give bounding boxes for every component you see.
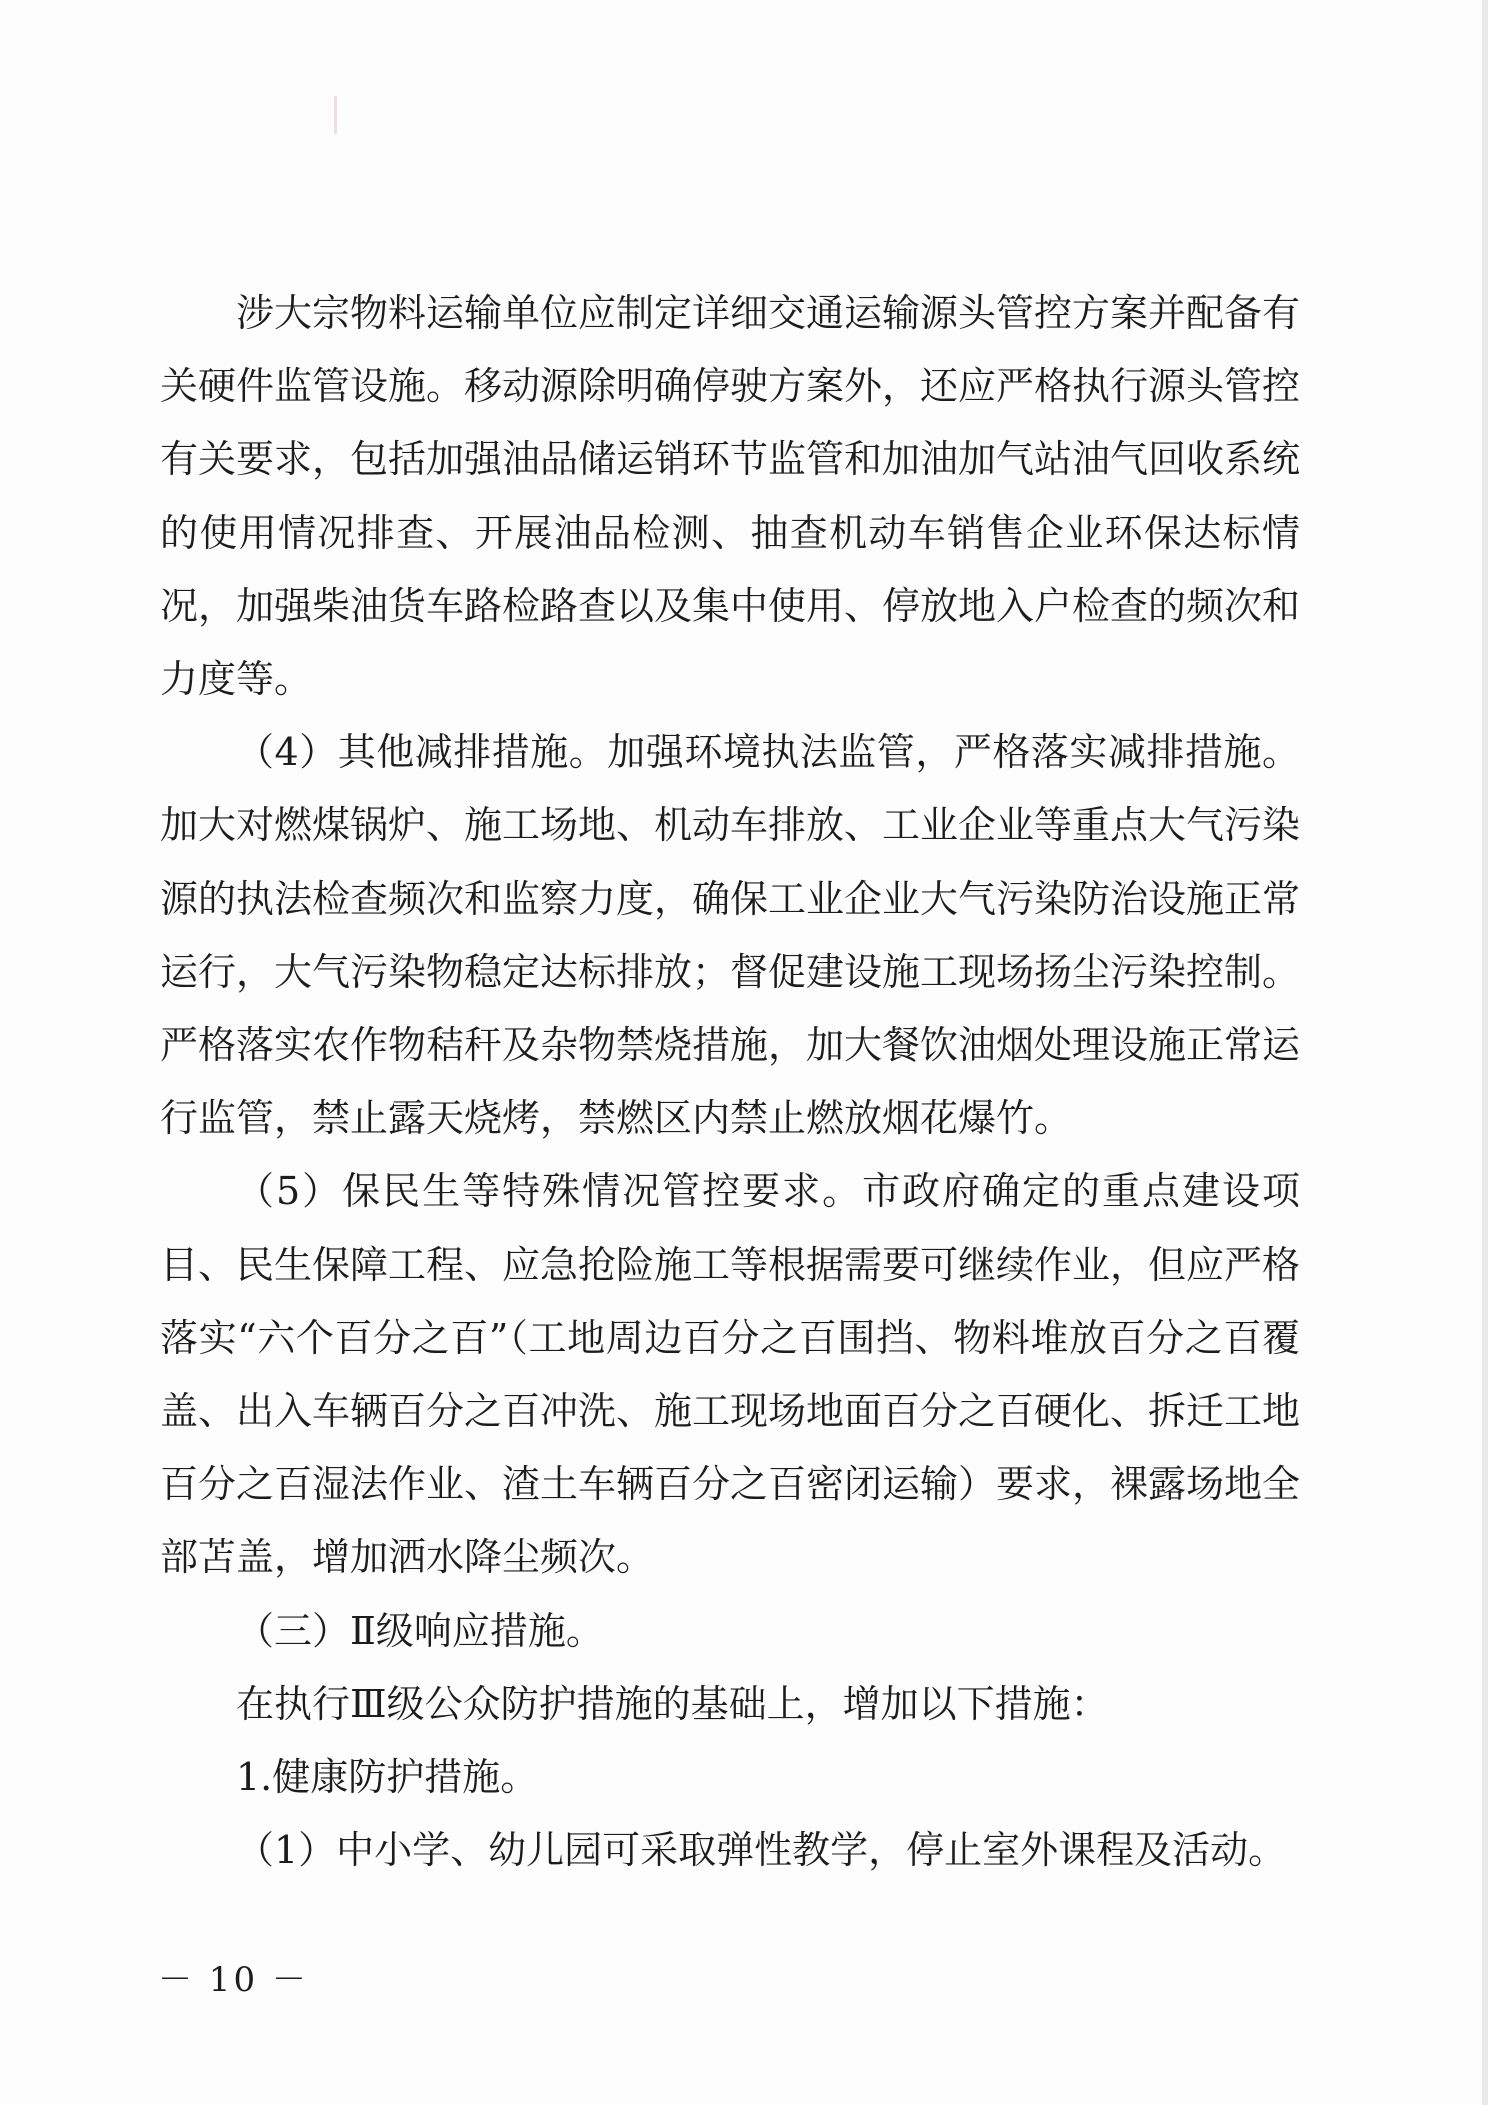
scan-mark [334,96,337,134]
section-heading-level-2: （三）Ⅱ级响应措施。 [236,1608,604,1653]
paragraph-source-control: 涉大宗物料运输单位应制定详细交通运输源头管控方案并配备有关硬件监管设施。移动源除明确停驶方案外，还应严格执行源头管控有关要求，包括加强油品储运销环节监管和加油加气站油气回收系统的使用情况排查、开展油品检测、抽查机动车销售企业环保达标情况，加强柴油货车路检路查以及集中使用、停放地入户检查的频次和力度等。 [160,291,1301,702]
paragraph-special-cases: （5）保民生等特殊情况管控要求。市政府确定的重点建设项目、民生保障工程、应急抢险施工等根据需要可继续作业，但应严格落实“六个百分之百”（工地周边百分之百围挡、物料堆放百分之百覆盖、出入车辆百分之百冲洗、施工现场地面百分之百硬化、拆迁工地百分之百湿法作业、渣土车辆百分之百密闭运输）要求，裸露场地全部苫盖，增加洒水降尘频次。 [160,1169,1301,1580]
subheading-health-protection: 1.健康防护措施。 [236,1755,539,1800]
document-body [160,277,1300,1887]
paragraph-intro: 在执行Ⅲ级公众防护措施的基础上，增加以下措施： [236,1681,1109,1726]
scan-edge [1482,0,1488,2105]
paragraph-schools: （1）中小学、幼儿园可采取弹性教学，停止室外课程及活动。 [236,1828,1287,1873]
paragraph-other-measures: （4）其他减排措施。加强环境执法监管，严格落实减排措施。加大对燃煤锅炉、施工场地、机动车排放、工业企业等重点大气污染源的执法检查频次和监察力度，确保工业企业大气污染防治设施正常运行，大气污染物稳定达标排放；督促建设施工现场扬尘污染控制。严格落实农作物秸秆及杂物禁烧措施，加大餐饮油烟处理设施正常运行监管，禁止露天烧烤，禁燃区内禁止燃放烟花爆竹。 [160,730,1301,1141]
page-number: － 10 － [158,1960,309,2000]
